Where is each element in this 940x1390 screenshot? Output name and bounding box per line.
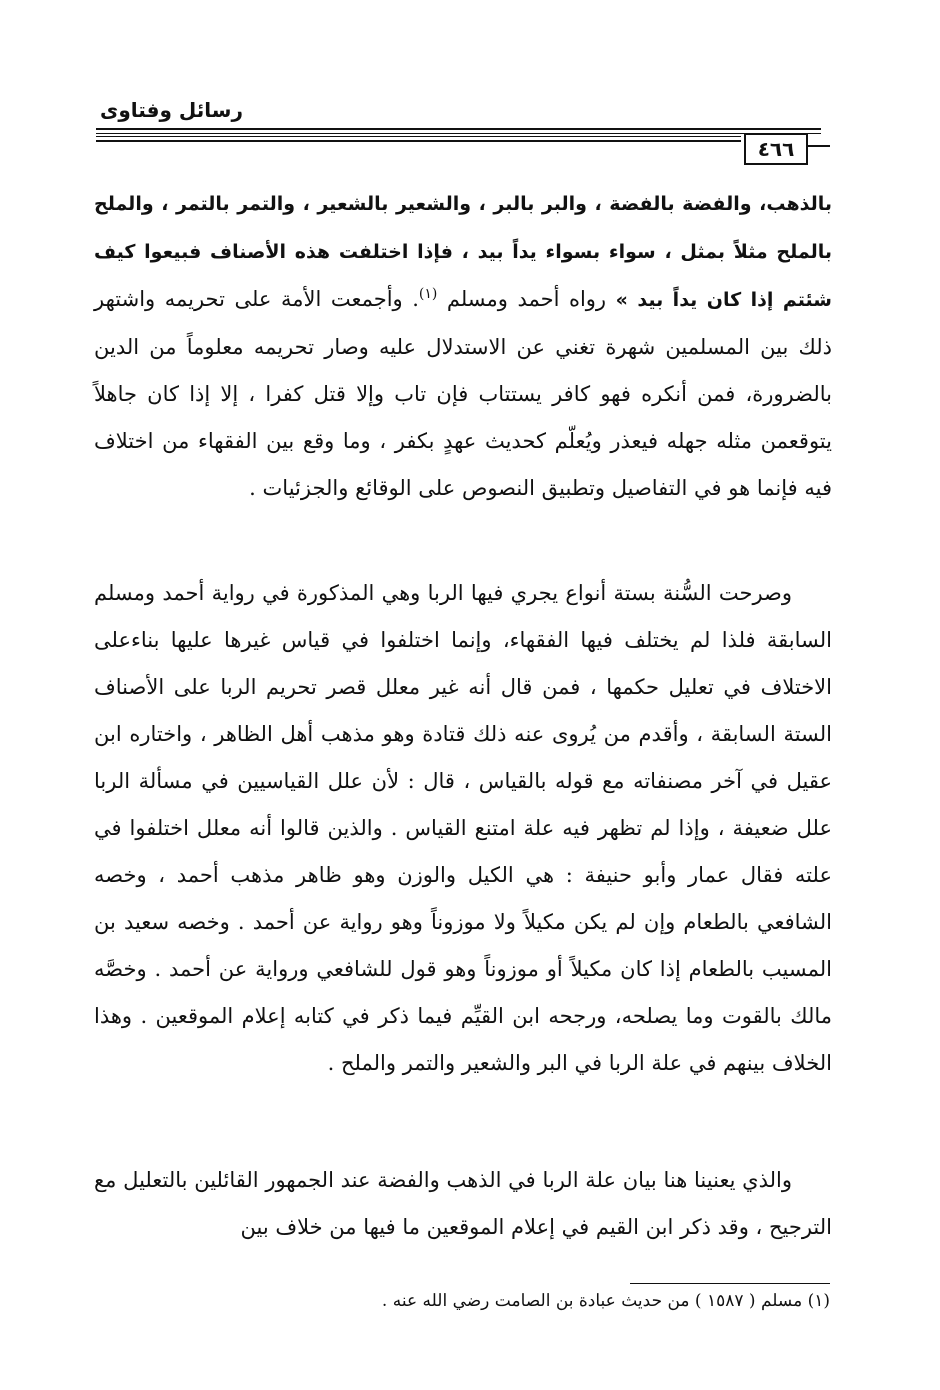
header-rule-bottom	[96, 136, 741, 142]
page-number-rule	[808, 145, 830, 150]
footnote-rule	[630, 1283, 830, 1284]
paragraph-3-text: والذي يعنينا هنا بيان علة الربا في الذهب والفضة عند الجمهور القائلين بالتعليل مع الترجيح ، وقد ذكر ابن القيم في إعلام الموقعين ما فيها من خلاف بين	[94, 1168, 832, 1239]
page-number: ٤٦٦	[744, 133, 808, 165]
paragraph-2-text: وصرحت السُّنة بستة أنواع يجري فيها الربا وهي المذكورة في رواية أحمد ومسلم السابقة فلذا لم يختلف فيها الفقهاء، وإنما اختلفوا في قياس غيرها عليها بناءعلى الاختلاف في تعليل حكمها ، فمن قال أنه غير معلل قصر تحريم الربا على الأصناف الستة السابقة ، وأقدم من يُروى عنه ذلك قتادة وهو مذهب أهل الظاهر ، واختاره ابن عقيل في آخر مصنفاته مع قوله بالقياس ، قال : لأن علل القياسيين في مسألة الربا علل ضعيفة ، وإذا لم تظهر فيه علة امتنع القياس . والذين قالوا أنه معلل اختلفوا في علته فقال عمار وأبو حنيفة : هي الكيل والوزن وهو ظاهر مذهب أحمد ، وخصه الشافعي بالطعام وإن لم يكن مكيلاً ولا موزوناً وهو رواية عن أحمد . وخصه سعيد بن المسيب بالطعام إذا كان مكيلاً أو موزوناً وهو قول للشافعي ورواية عن أحمد . وخصَّه مالك بالقوت وما يصلحه، ورجحه ابن القيِّم فيما ذكر في كتابه إعلام الموقعين . وهذا الخلاف بينهم في علة الربا في البر والشعير والتمر والملح .	[94, 581, 832, 1075]
paragraph-3	[94, 1157, 832, 1251]
intro-text-a: رواه أحمد ومسلم	[437, 287, 616, 311]
paragraph-intro	[94, 180, 832, 512]
footnote: (١) مسلم ( ١٥٨٧ ) من حديث عبادة بن الصامت رضي الله عنه .	[381, 1291, 830, 1311]
hadith-quote: بالذهب، والفضة بالفضة ، والبر بالبر ، والشعير بالشعير ، والتمر بالتمر ، والملح بالملح مثلاً بمثل ، سواء بسواء يداً بيد ، فإذا اختلفت هذه الأصناف فبيعوا كيف شئتم إذا كان يداً بيد »	[94, 193, 832, 311]
running-header-title: رسائل وفتاوى	[100, 98, 243, 122]
footnote-marker: (١)	[418, 286, 438, 302]
header-rule-top	[96, 128, 821, 134]
paragraph-2	[94, 570, 832, 1087]
intro-text-b: . وأجمعت الأمة على تحريمه واشتهر ذلك بين المسلمين شهرة تغني عن الاستدلال عليه وصار تحريمه معلوماً من الدين بالضرورة، فمن أنكره فهو كافر يستتاب فإن تاب وإلا قتل كفرا ، إلا إذا كان جاهلاً يتوقعمن مثله جهله فيعذر ويُعلّم كحديث عهدٍ بكفر ، وما وقع بين الفقهاء من اختلاف فيه فإنما هو في التفاصيل وتطبيق النصوص على الوقائع والجزئيات .	[94, 287, 832, 500]
